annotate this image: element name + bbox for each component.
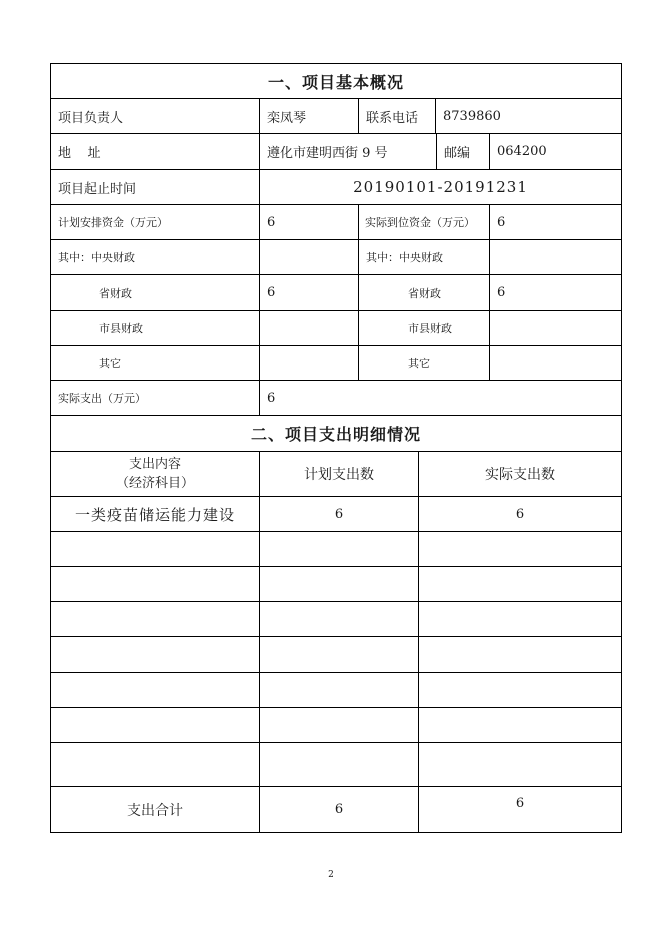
leader-label: 项目负责人	[50, 98, 260, 134]
total-label: 支出合计	[50, 786, 260, 833]
table-row-planned	[259, 566, 419, 602]
table-row-actual	[418, 672, 622, 708]
header-content-line1: 支出内容	[128, 457, 181, 472]
section1-title: 一、项目基本概况	[50, 63, 622, 99]
table-row-content	[50, 707, 260, 743]
total-planned: 6	[259, 786, 419, 833]
address-label: 地 址	[50, 133, 260, 170]
other-value-left	[259, 345, 359, 381]
period-label: 项目起止时间	[50, 169, 260, 205]
table-row-planned: 6	[259, 496, 419, 532]
table-row-planned	[259, 742, 419, 787]
table-row-actual	[418, 707, 622, 743]
county-value-left	[259, 310, 359, 346]
province-value-right: 6	[489, 274, 622, 311]
table-row-actual	[418, 742, 622, 787]
actual-expense-value: 6	[259, 380, 622, 416]
table-row-planned	[259, 672, 419, 708]
table-row-content	[50, 672, 260, 708]
postcode-value: 064200	[489, 133, 622, 170]
total-actual: 6	[418, 786, 622, 833]
table-row-content	[50, 601, 260, 637]
central-label-right: 其中：中央财政	[358, 239, 490, 275]
table-row-content	[50, 742, 260, 787]
table-row-actual: 6	[418, 496, 622, 532]
phone-value: 8739860	[435, 98, 622, 134]
table-row-actual	[418, 601, 622, 637]
province-value-left: 6	[259, 274, 359, 311]
table-row-planned	[259, 601, 419, 637]
leader-value: 栾凤琴	[259, 98, 359, 134]
section2-title: 二、项目支出明细情况	[50, 415, 622, 452]
header-content-line2: （经济科目）	[115, 476, 194, 491]
planned-funds-label: 计划安排资金（万元）	[50, 204, 260, 240]
actual-funds-value: 6	[489, 204, 622, 240]
header-actual: 实际支出数	[418, 451, 622, 497]
table-row-content	[50, 636, 260, 673]
address-value: 遵化市建明西街 9 号	[259, 133, 437, 170]
page-number: 2	[328, 870, 334, 880]
central-value-right	[489, 239, 622, 275]
planned-funds-value: 6	[259, 204, 359, 240]
table-row-actual	[418, 531, 622, 567]
county-label-left: 市县财政	[50, 310, 260, 346]
actual-expense-label: 实际支出（万元）	[50, 380, 260, 416]
other-value-right	[489, 345, 622, 381]
table-row-planned	[259, 707, 419, 743]
central-value-left	[259, 239, 359, 275]
table-row-actual	[418, 566, 622, 602]
province-label-right: 省财政	[358, 274, 490, 311]
county-label-right: 市县财政	[358, 310, 490, 346]
table-row-content	[50, 566, 260, 602]
phone-label: 联系电话	[358, 98, 436, 134]
table-row-content: 一类疫苗储运能力建设	[50, 496, 260, 532]
header-planned: 计划支出数	[259, 451, 419, 497]
central-label-left: 其中：中央财政	[50, 239, 260, 275]
period-value: 20190101-20191231	[259, 169, 622, 205]
postcode-label: 邮编	[436, 133, 490, 170]
table-row-planned	[259, 531, 419, 567]
table-row-planned	[259, 636, 419, 673]
header-content	[50, 451, 260, 497]
other-label-left: 其它	[50, 345, 260, 381]
province-label-left: 省财政	[50, 274, 260, 311]
table-row-actual	[418, 636, 622, 673]
county-value-right	[489, 310, 622, 346]
table-row-content	[50, 531, 260, 567]
actual-funds-label: 实际到位资金（万元）	[358, 204, 490, 240]
other-label-right: 其它	[358, 345, 490, 381]
